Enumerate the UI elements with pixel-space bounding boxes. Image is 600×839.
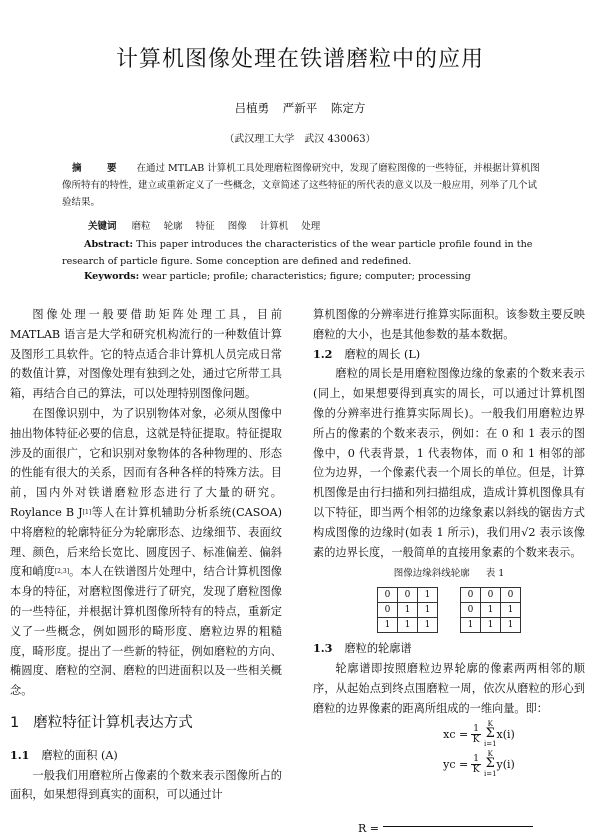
subsection-number: 1.3 (313, 641, 333, 656)
section-number: 1 (10, 714, 20, 731)
grid-cell: 0 (461, 588, 481, 603)
author: 吕植勇 (234, 101, 270, 115)
numerator: 1 (473, 723, 479, 734)
table-label: 表 1 (485, 568, 505, 580)
keyword: 图像 (227, 221, 247, 232)
keywords-en (84, 271, 471, 282)
grid-cell: 0 (481, 588, 501, 603)
right-column (313, 305, 585, 780)
sum-upper: K (487, 720, 493, 729)
numerator: 1 (473, 753, 479, 764)
subsection-heading (313, 345, 585, 365)
paragraph: 一般我们用磨粒所占像素的个数来表示图像所占的面积，如果想得到真实的面积，可以通过计 (10, 768, 282, 802)
citation: [2,3] (54, 568, 70, 576)
paragraph: 图像处理一般要借助矩阵处理工具，目前 MATLAB 语言是大学和研究机构流行的一种数值计算及图形工具软件。它的特点适合非计算机人员完成日常的数值计算，对图像处理有独到之处，通过它所带工具箱，再结合自己的算法，可以处理特别图像问题。 (10, 308, 282, 401)
paragraph-text: 。本人在铁谱图片处理中，结合计算机图像本身的特征，对磨粒图像进行了研究，发现了磨粒图像的一些特征，并根据计算机图像所特有的特点，重新定义了一些概念，例如圆形的畸形度、磨粒边界的粗糙度，畸形度。提出了一些新的特征，例如磨粒的方向、椭圆度、磨粒的空洞、磨粒的凹进面积以及一些相关概念。 (10, 565, 282, 698)
subsection-title: 磨粒的周长 (L) (344, 347, 421, 361)
pixel-grid-left (377, 587, 438, 633)
fraction (471, 724, 481, 745)
grid-cell: 0 (461, 603, 481, 618)
abstract-en (62, 236, 540, 270)
citation: [1] (82, 508, 92, 516)
sum-lower: i=1 (483, 770, 497, 779)
abstract-en-text: This paper introduces the characteristics of the wear particle profile found in the research of particle figure. Some conception are defined and redefined. (62, 239, 533, 267)
paragraph-text: 在图像识别中，为了识别物体对象，必须从图像中抽出物体特征必要的信息，这就是特征提取。特征提取涉及的面很广，它和识别对象物体的各种物理的、形态的性能有很大的关系，因而有各种各样的特殊方法。目前，国内外对铁谱磨粒形态进行了大量的研究。Roylance B J (10, 406, 282, 519)
paragraph: 磨粒的周长是用磨粒图像边缘的象素的个数来表示(同上，如果想要得到真实的周长，可以通过计算机图像的分辨率进行推算实际周长)。一般我们用磨粒边界所占的像素的个数来表示，例如：在 0 和 1 表示的图像中，0 代表背景，1 代表物体，而 0 和 1 相邻的部位为边界，一个像素代表一个周长的单位。但是，计算机图像是由行扫描和列扫描组成，造成计算机图像具有以下特征，即当两个相邻的边缘象素以斜线的锯齿方式构成图像的边缘时(如表 1 所示)，我们用√2 表示该像素的边界长度，一般简单的直接用象素的个数来表示。 (313, 367, 585, 559)
keyword: 轮廓 (163, 221, 183, 232)
grid-cell: 1 (398, 618, 418, 633)
table-caption (313, 564, 585, 584)
denominator: K (472, 734, 480, 745)
abstract-en-label: Abstract: (84, 239, 134, 250)
grid-cell: 0 (378, 588, 398, 603)
equation-yc (373, 750, 585, 778)
grid-cell: 0 (398, 588, 418, 603)
left-column (10, 305, 282, 805)
equation-lhs: yc = (443, 757, 469, 771)
grid-cell: 1 (461, 618, 481, 633)
table-1 (313, 587, 585, 633)
table-caption-text: 图像边缘斜线轮廓 (393, 568, 470, 580)
sum-lower: i=1 (483, 740, 497, 749)
keywords-cn-label: 关键词 (88, 221, 117, 232)
subsection-heading (313, 639, 585, 659)
paragraph: 轮廓谱即按照磨粒边界轮廓的像素两两相邻的顺序，从起始点到终点围磨粒一周，依次从磨粒的形心到磨粒的边界像素的距离所组成的一维向量。即： (313, 661, 585, 715)
sqrt-icon (383, 826, 533, 833)
equation-rhs: x(i) (496, 727, 515, 741)
equation-xc (373, 720, 585, 748)
grid-cell: 1 (398, 603, 418, 618)
abstract-cn (62, 160, 540, 211)
paper-title: 计算机图像处理在铁谱磨粒中的应用 (115, 47, 484, 72)
grid-cell: 1 (481, 618, 501, 633)
grid-cell: 1 (418, 603, 438, 618)
keyword: 处理 (301, 221, 321, 232)
keyword: 特征 (195, 221, 215, 232)
sigma-icon: Σ (485, 756, 495, 772)
author: 陈定方 (330, 101, 366, 115)
summation (484, 720, 497, 748)
equation-r-partial (358, 822, 533, 835)
authors (0, 100, 600, 116)
subsection-title: 磨粒的轮廓谱 (344, 642, 412, 656)
equation-lhs: R = (358, 822, 379, 835)
keywords-en-label: Keywords: (84, 271, 140, 282)
pixel-grid-right (460, 587, 521, 633)
grid-cell: 1 (501, 603, 521, 618)
grid-cell: 0 (501, 588, 521, 603)
sigma-icon: Σ (485, 726, 495, 742)
keyword: 磨粒 (131, 221, 151, 232)
paragraph (10, 404, 282, 701)
keywords-en-text: wear particle; profile; characteristics; figure; computer; processing (142, 271, 471, 282)
grid-cell: 1 (418, 618, 438, 633)
section-title: 磨粒特征计算机表达方式 (33, 714, 193, 731)
section-heading (10, 714, 282, 734)
keywords-cn (88, 218, 330, 232)
affiliation: （武汉理工大学 武汉 430063） (224, 134, 376, 145)
grid-cell: 0 (378, 603, 398, 618)
paragraph-text: 等人在计算机辅助分析系统(CASOA)中将磨粒的轮廓特征分为轮廓形态、边缘细节、表面纹理、颜色，后来给长宽比、圆度因子、标准偏差、偏斜度和峭度 (10, 505, 282, 579)
sum-upper: K (487, 750, 493, 759)
denominator: K (472, 764, 480, 775)
grid-cell: 1 (418, 588, 438, 603)
summation (484, 750, 497, 778)
subsection-heading (10, 746, 282, 766)
abstract-cn-text: 在通过 MTLAB 计算机工具处理磨粒图像研究中，发现了磨粒图像的一些特征，并根据计算机图像所特有的特性，建立或重新定义了一些概念，文章简述了这些特征的所代表的意义以及一般应用，列举了几个试验结果。 (62, 163, 540, 208)
grid-cell: 1 (501, 618, 521, 633)
author: 严新平 (282, 101, 318, 115)
keyword: 计算机 (259, 221, 289, 232)
subsection-number: 1.1 (10, 747, 30, 762)
fraction (471, 754, 481, 775)
equation-rhs: y(i) (496, 757, 515, 771)
abstract-cn-label: 摘 要 (72, 163, 125, 174)
grid-cell: 1 (481, 603, 501, 618)
paragraph: 算机图像的分辨率进行推算实际面积。该参数主要反映磨粒的大小，也是其他参数的基本数据。 (313, 308, 585, 341)
equation-lhs: xc = (443, 727, 469, 741)
subsection-title: 磨粒的面积 (A) (41, 748, 118, 762)
subsection-number: 1.2 (313, 346, 333, 361)
grid-cell: 1 (378, 618, 398, 633)
